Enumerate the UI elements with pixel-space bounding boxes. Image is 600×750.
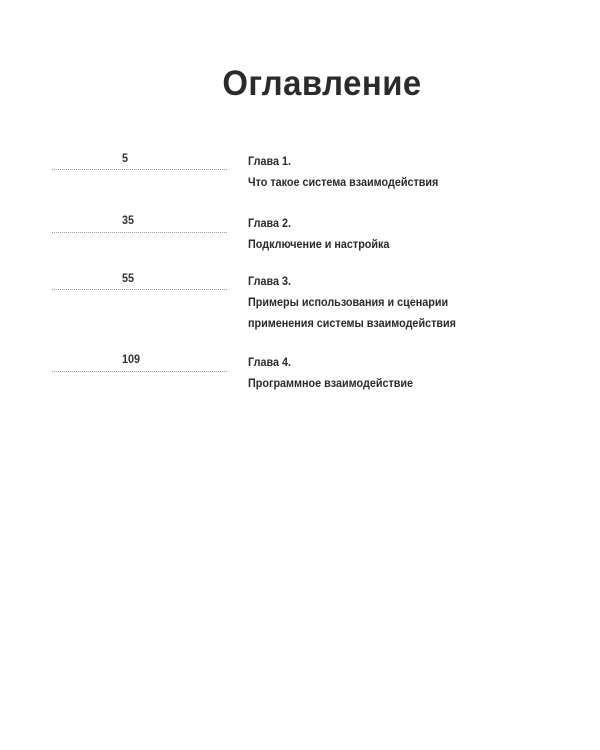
chapter-name-line: применения системы взаимодействия [248,316,456,330]
chapter-label: Глава 1. [248,154,291,168]
page-number: 5 [122,151,129,165]
chapter-name-line: Примеры использования и сценарии [248,295,449,309]
page-title: Оглавление [222,64,422,103]
dotted-divider [52,289,227,290]
page-number: 35 [122,213,135,227]
chapter-name-line: Подключение и настройка [248,237,390,251]
chapter-title [248,271,456,334]
chapter-title [248,151,438,193]
chapter-label: Глава 2. [248,216,291,230]
chapter-name-line: Что такое система взаимодействия [248,175,439,189]
page-number: 55 [122,271,135,285]
chapter-label: Глава 3. [248,274,291,288]
dotted-divider [52,169,227,170]
chapter-title [248,213,389,255]
chapter-name-line: Программное взаимодействие [248,376,414,390]
chapter-label: Глава 4. [248,355,291,369]
chapter-title [248,352,413,394]
dotted-divider [52,371,227,372]
page-number: 109 [122,352,141,366]
dotted-divider [52,232,227,233]
